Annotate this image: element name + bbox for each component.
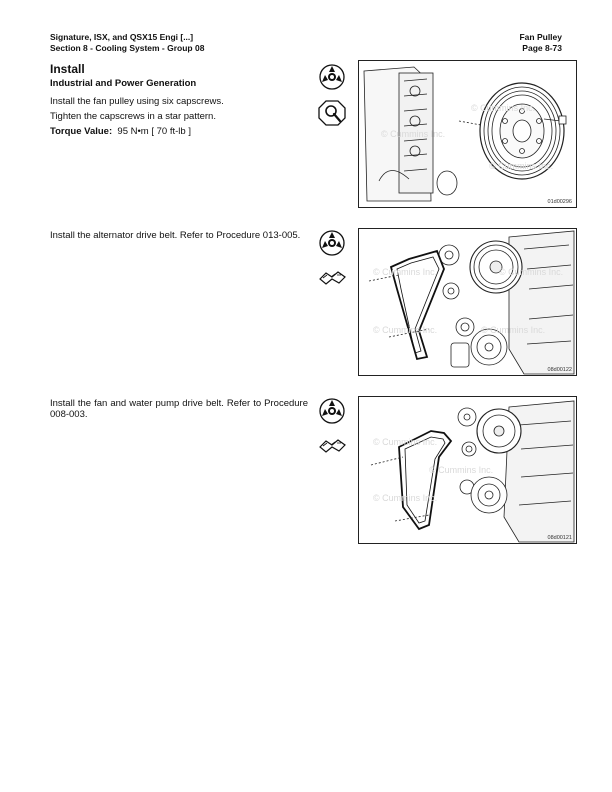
watermark: © Cummins Inc. <box>481 325 546 335</box>
fan-belt-step: Install the fan and water pump drive belt. Refer to Procedure 008-003. <box>50 398 308 420</box>
page-header-right <box>519 32 562 54</box>
section-subtitle: Industrial and Power Generation <box>50 78 197 89</box>
torque-value <box>50 126 191 137</box>
watermark: © Cummins Inc. <box>381 129 446 139</box>
belt-icon <box>318 265 346 291</box>
instruction-line-1: Install the fan pulley using six capscrews. <box>50 96 224 107</box>
watermark: © Cummins Inc. <box>499 267 564 277</box>
section-name: Section 8 - Cooling System - Group 08 <box>50 43 205 53</box>
figure-id: 01d00296 <box>547 199 572 205</box>
watermark: © Cummins Inc. <box>373 493 438 503</box>
belt-icon <box>318 433 346 459</box>
watermark: © Cummins Inc. <box>373 437 438 447</box>
alternator-belt-figure <box>358 228 577 376</box>
socket-wrench-icon <box>318 398 346 424</box>
topic-name: Fan Pulley <box>519 32 562 42</box>
watermark: © Cummins Inc. <box>373 267 438 277</box>
socket-wrench-icon <box>318 64 346 90</box>
watermark: © Cummins Inc. <box>429 465 494 475</box>
torque-wrench-icon <box>318 100 346 126</box>
instruction-line-2: Tighten the capscrews in a star pattern. <box>50 111 216 122</box>
page-number: Page 8-73 <box>522 43 562 53</box>
watermark: © Cummins Inc. <box>373 325 438 335</box>
fan-water-pump-belt-figure <box>358 396 577 544</box>
watermark: © Cummins Inc. <box>489 161 554 171</box>
figure-id: 08d00122 <box>547 367 572 373</box>
section-title: Install <box>50 62 85 76</box>
running-header <box>50 32 204 54</box>
socket-wrench-icon <box>318 230 346 256</box>
fan-pulley-figure <box>358 60 577 208</box>
figure-id: 08d00121 <box>547 535 572 541</box>
manual-title: Signature, ISX, and QSX15 Engi [...] <box>50 32 194 42</box>
torque-amount: 95 N•m [ 70 ft-lb ] <box>117 126 191 137</box>
alternator-belt-step: Install the alternator drive belt. Refer to Procedure 013-005. <box>50 230 301 241</box>
torque-label: Torque Value: <box>50 126 113 137</box>
watermark: © Cummins Inc. <box>471 103 536 113</box>
